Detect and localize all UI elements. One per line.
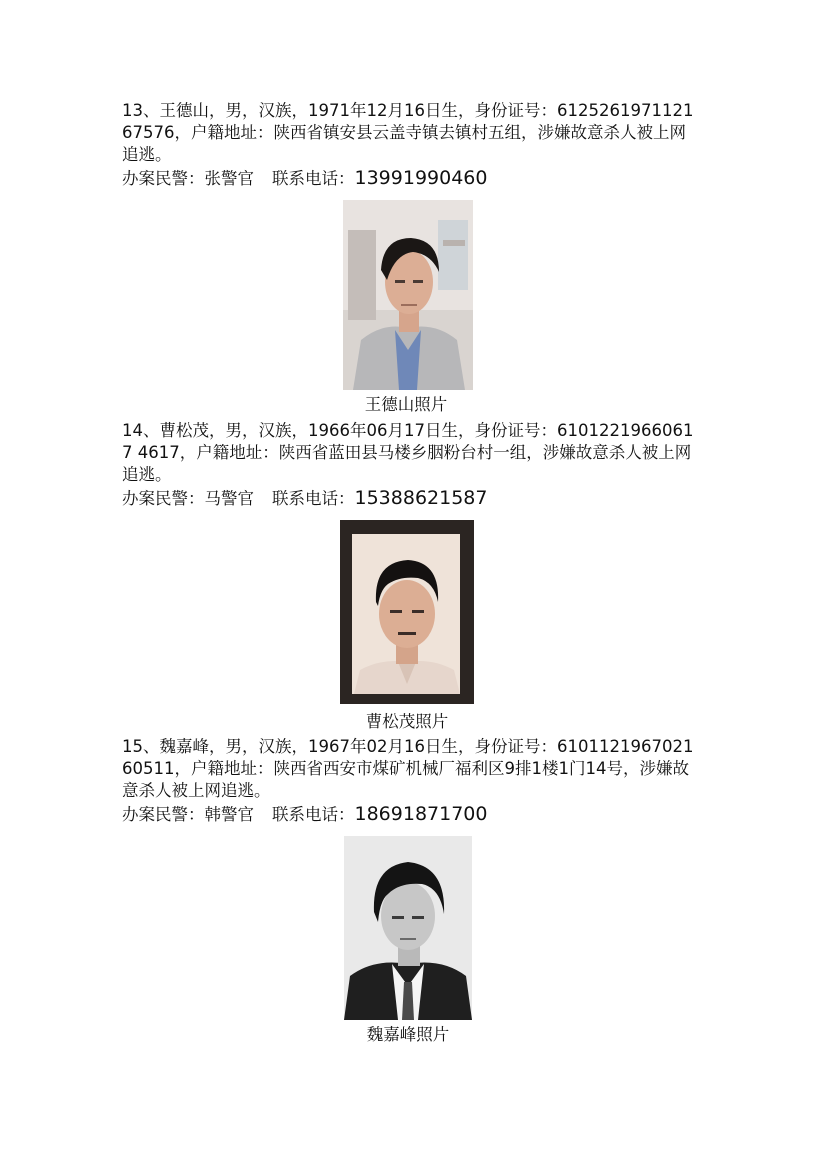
phone-label: 联系电话： xyxy=(272,805,355,824)
suspect-description: 15、魏嘉峰，男，汉族，1967年02月16日生，身份证号：610112196702160511，户籍地址：陕西省西安市煤矿机械厂福利区9排1楼1门14号，涉嫌故意杀人被上网追逃。 xyxy=(122,737,694,800)
photo-caption-15: 魏嘉峰照片 xyxy=(366,1025,450,1044)
phone-number: 18691871700 xyxy=(354,803,488,825)
phone-number: 15388621587 xyxy=(354,487,488,509)
suspect-entry-13 xyxy=(122,100,702,191)
suspect-entry-15 xyxy=(122,736,702,827)
suspect-photo-15 xyxy=(344,836,472,1020)
suspect-description: 13、王德山，男，汉族，1971年12月16日生，身份证号：612526197112167576，户籍地址：陕西省镇安县云盖寺镇去镇村五组，涉嫌故意杀人被上网追逃。 xyxy=(122,101,694,164)
suspect-photo-14 xyxy=(340,520,474,704)
officer-label: 办案民警：张警官 xyxy=(122,169,254,188)
photo-caption-13: 王德山照片 xyxy=(364,395,448,414)
phone-number: 13991990460 xyxy=(354,167,488,189)
officer-label: 办案民警：韩警官 xyxy=(122,805,254,824)
suspect-photo-13 xyxy=(343,200,473,390)
photo-caption-14: 曹松茂照片 xyxy=(365,712,449,731)
suspect-description: 14、曹松茂，男，汉族，1966年06月17日生，身份证号：61012219660617 4617，户籍地址：陕西省蓝田县马楼乡胭粉台村一组，涉嫌故意杀人被上网追逃。 xyxy=(122,421,694,484)
suspect-entry-14 xyxy=(122,420,702,511)
contact-line xyxy=(122,802,702,827)
contact-line xyxy=(122,486,702,511)
officer-label: 办案民警：马警官 xyxy=(122,489,254,508)
phone-label: 联系电话： xyxy=(272,169,355,188)
phone-label: 联系电话： xyxy=(272,489,355,508)
contact-line xyxy=(122,166,702,191)
